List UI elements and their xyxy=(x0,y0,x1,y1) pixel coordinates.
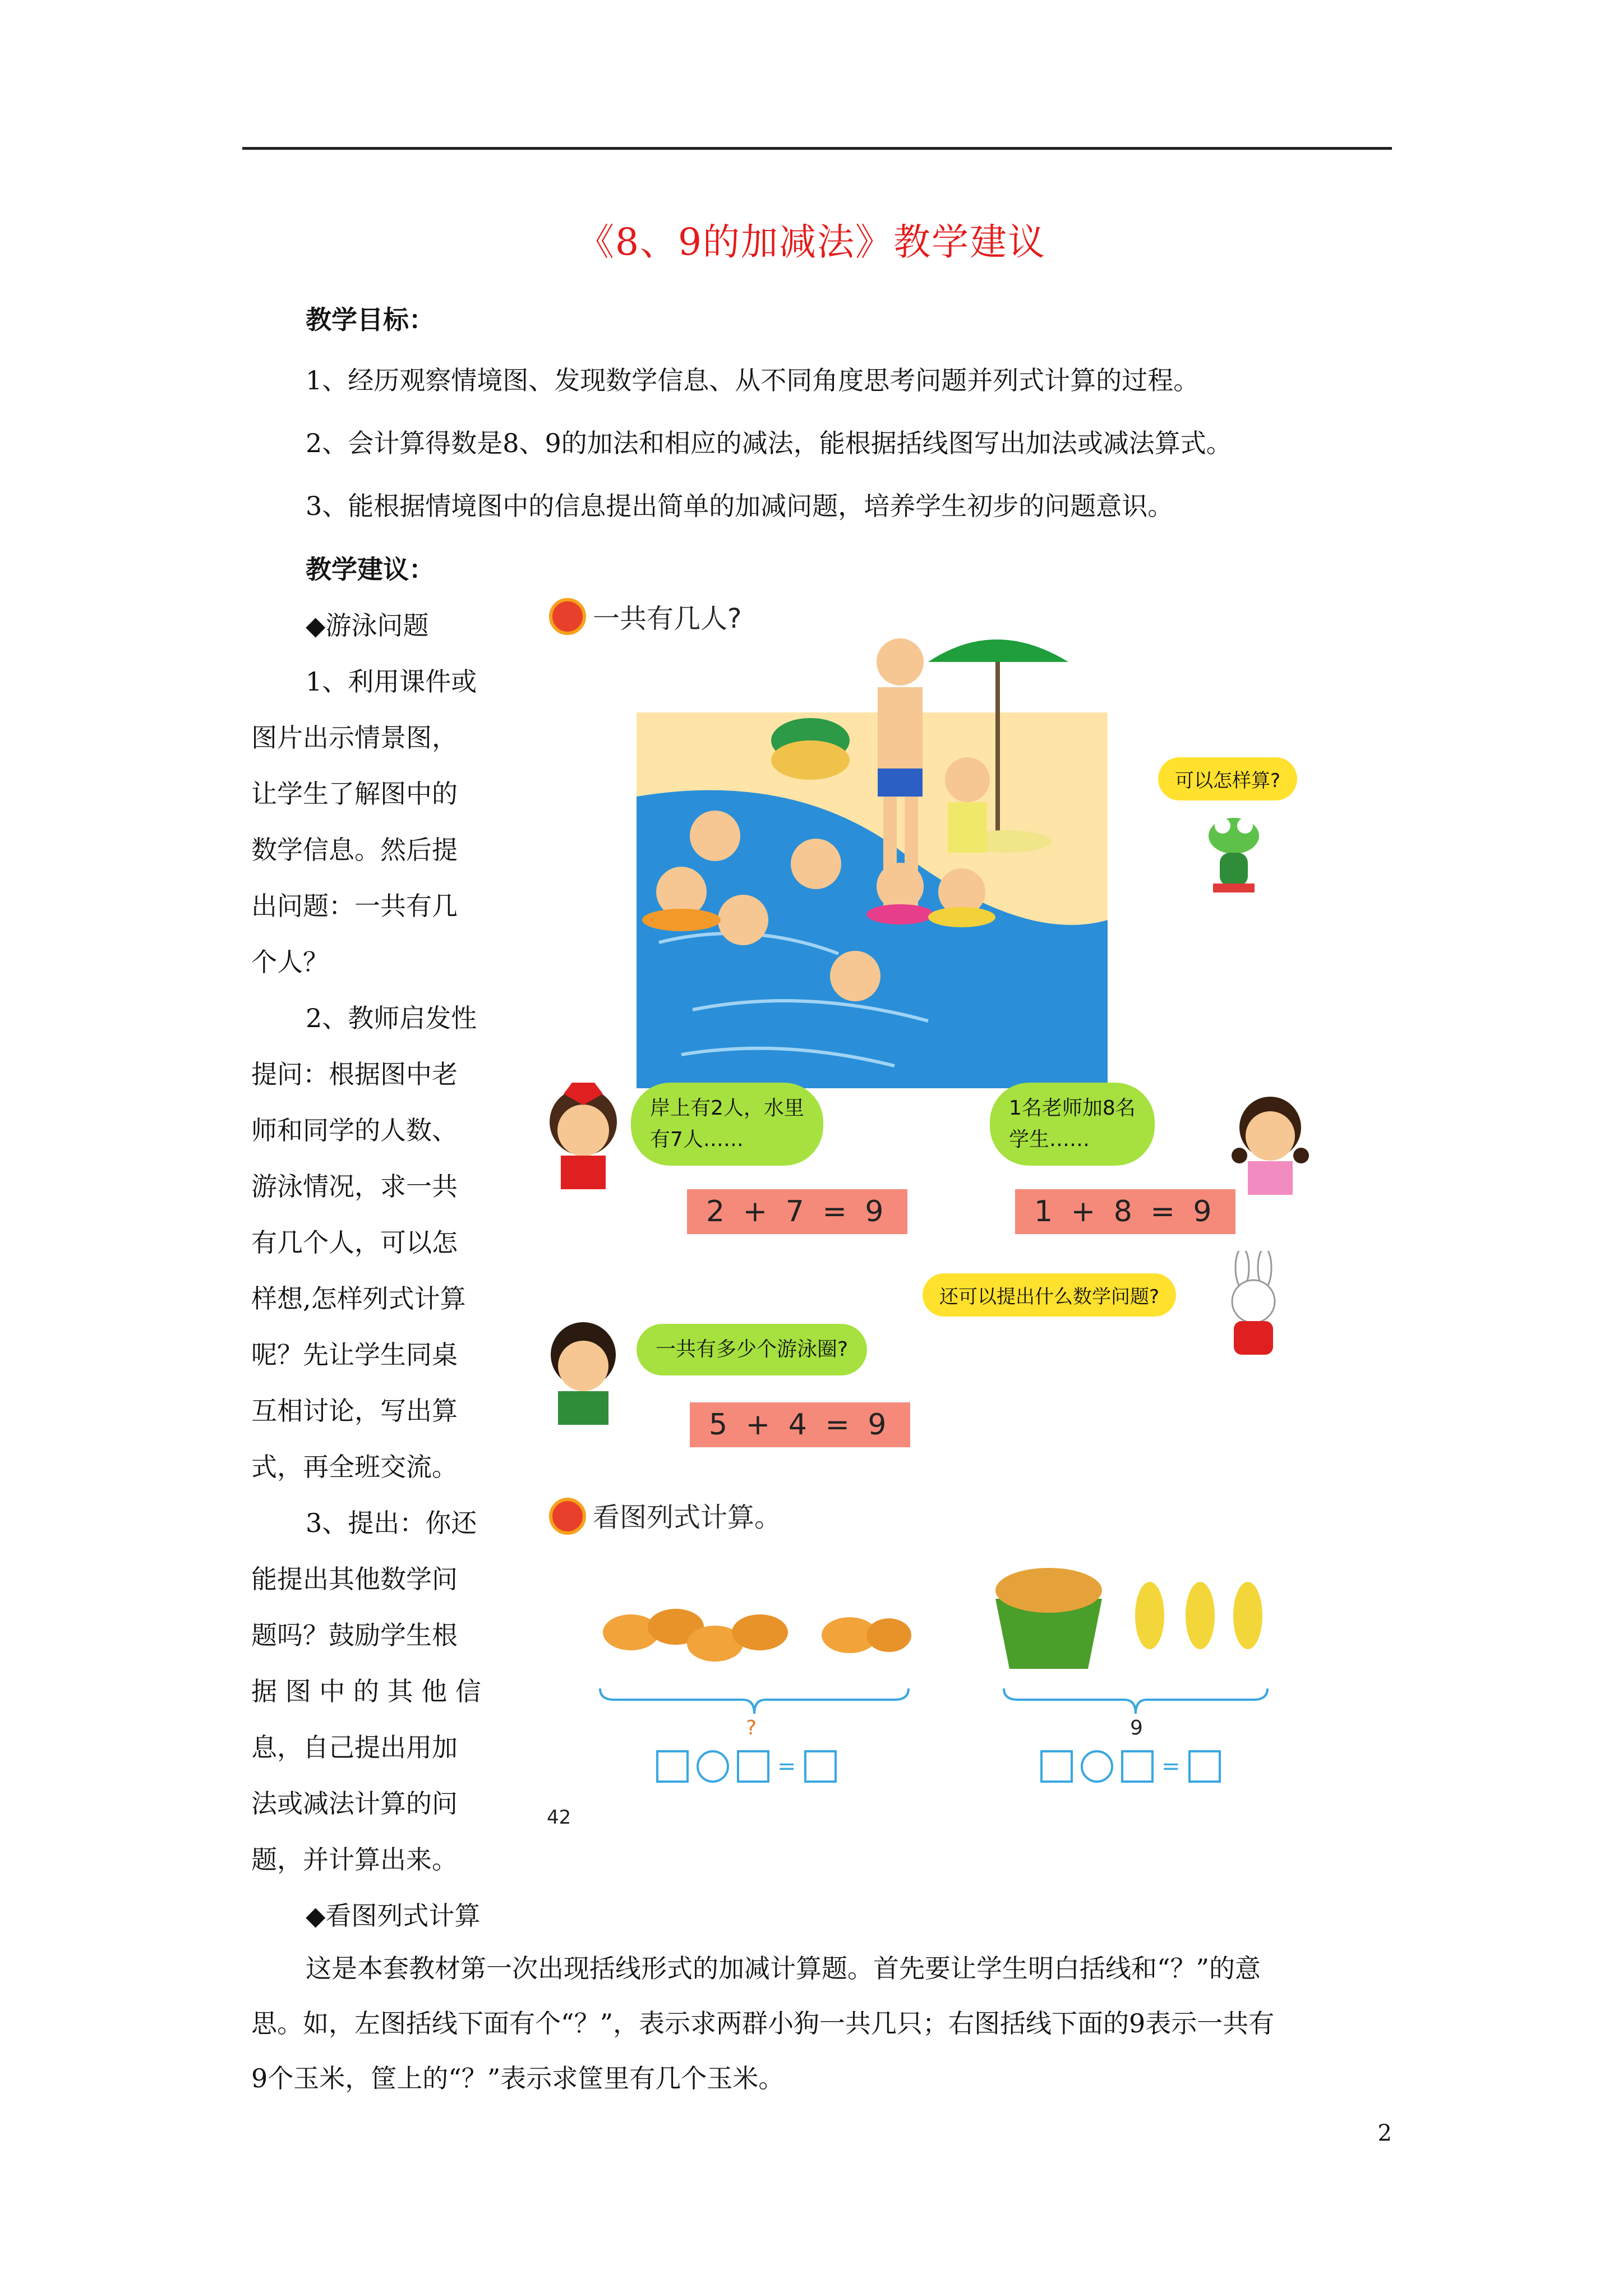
bubble-shore-water xyxy=(631,1083,823,1166)
equation-2: 1 + 8 = 9 xyxy=(1015,1189,1235,1234)
flower-icon xyxy=(549,598,586,635)
answer-boxes-right xyxy=(1040,1750,1221,1783)
goal-2: 2、会计算得数是8、9的加法和相应的减法，能根据括线图写出加法或减法算式。 xyxy=(306,428,1232,458)
column-line: 题吗？鼓励学生根 xyxy=(251,1620,458,1650)
column-line: 有几个人，可以怎 xyxy=(251,1227,458,1258)
frog-icon xyxy=(1203,813,1265,898)
swimming-scene xyxy=(637,628,1108,1088)
column-line: 式，再全班交流。 xyxy=(251,1452,458,1482)
frog-bubble: 可以怎样算? xyxy=(1158,757,1297,800)
section-swimming: ◆游泳问题 xyxy=(306,610,429,641)
paragraph-line: 思。如，左图括线下面有个“？”，表示求两群小狗一共几只；右图括线下面的9表示一共有 xyxy=(251,2008,1275,2039)
blank-operator[interactable] xyxy=(697,1750,729,1783)
bottom-paragraph xyxy=(251,1941,1395,2106)
advice-heading: 教学建议： xyxy=(306,554,435,585)
boy-icon xyxy=(541,1313,625,1425)
page-number: 2 xyxy=(1377,2120,1392,2146)
goals-heading: 教学目标： xyxy=(306,305,435,335)
column-line: 师和同学的人数、 xyxy=(251,1115,458,1145)
bubble-line: 学生…… xyxy=(1009,1128,1090,1151)
column-line: 个人？ xyxy=(251,947,329,977)
equation-3: 5 + 4 = 9 xyxy=(690,1402,910,1447)
rabbit-icon xyxy=(1220,1251,1287,1358)
header-rule xyxy=(242,147,1392,150)
girl-icon xyxy=(541,1077,625,1189)
goal-3: 3、能根据情境图中的信息提出简单的加减问题，培养学生初步的问题意识。 xyxy=(306,491,1174,521)
equation-1: 2 + 7 = 9 xyxy=(687,1189,907,1234)
bracket-left xyxy=(597,1686,911,1719)
column-line: 让学生了解图中的 xyxy=(251,779,458,809)
blank-box[interactable] xyxy=(1040,1750,1073,1783)
column-line: 游泳情况，求一共 xyxy=(251,1171,458,1202)
corn-basket-image xyxy=(990,1537,1270,1672)
column-line: 样想,怎样列式计算 xyxy=(251,1283,466,1314)
column-line: 数学信息。然后提 xyxy=(251,835,458,865)
blank-box[interactable] xyxy=(656,1750,689,1783)
column-line: 1、利用课件或 xyxy=(306,666,477,697)
equals-sign: = xyxy=(777,1754,796,1779)
book-page-number: 42 xyxy=(547,1806,571,1829)
question-mark-label: ? xyxy=(746,1717,757,1740)
blank-operator[interactable] xyxy=(1081,1750,1113,1783)
paragraph-line: 9个玉米，筐上的“？”表示求筐里有几个玉米。 xyxy=(251,2063,785,2093)
rabbit-bubble: 还可以提出什么数学问题? xyxy=(923,1273,1176,1317)
section-picture-equation: ◆看图列式计算 xyxy=(306,1901,481,1931)
answer-boxes-left xyxy=(656,1750,837,1783)
column-line: 互相讨论，写出算 xyxy=(251,1396,458,1426)
blank-box[interactable] xyxy=(1188,1750,1221,1783)
total-nine-label: 9 xyxy=(1130,1717,1143,1740)
blank-box[interactable] xyxy=(804,1750,837,1783)
blank-box[interactable] xyxy=(1121,1750,1154,1783)
bubble-line: 岸上有2人，水里 xyxy=(650,1097,804,1120)
bracket-right xyxy=(1001,1686,1270,1719)
paragraph-line: 这是本套教材第一次出现括线形式的加减计算题。首先要让学生明白括线和“？”的意 xyxy=(306,1953,1261,1984)
page-title: 《8、9的加减法》教学建议 xyxy=(577,220,1046,264)
column-line: 据 图 中 的 其 他 信 xyxy=(251,1676,481,1706)
column-line: 呢？先让学生同桌 xyxy=(251,1340,458,1370)
figure-heading-1: 一共有几人? xyxy=(593,603,742,634)
bubble-line: 1名老师加8名 xyxy=(1009,1097,1136,1120)
column-line: 能提出其他数学问 xyxy=(251,1564,458,1594)
blank-box[interactable] xyxy=(737,1750,769,1783)
column-line: 2、教师启发性 xyxy=(306,1003,477,1033)
advice-column xyxy=(251,597,492,1944)
bubble-teacher-students xyxy=(990,1083,1155,1166)
column-line: 图片出示情景图， xyxy=(251,723,458,753)
puppies-image xyxy=(597,1588,911,1677)
figure-heading-2: 看图列式计算。 xyxy=(593,1502,782,1533)
textbook-figure xyxy=(541,583,1315,1840)
goal-1: 1、经历观察情境图、发现数学信息、从不同角度思考问题并列式计算的过程。 xyxy=(306,365,1200,395)
flower-icon xyxy=(549,1498,586,1535)
column-line: 题，并计算出来。 xyxy=(251,1844,458,1875)
column-line: 息，自己提出用加 xyxy=(251,1732,458,1763)
column-line: 法或减法计算的问 xyxy=(251,1788,458,1819)
column-line: 出问题：一共有几 xyxy=(251,891,458,921)
column-line: 提问：根据图中老 xyxy=(251,1059,458,1089)
column-line: 3、提出：你还 xyxy=(306,1508,477,1538)
bubble-line: 有7人…… xyxy=(650,1128,744,1151)
equals-sign: = xyxy=(1161,1754,1181,1779)
bubble-swim-rings: 一共有多少个游泳圈? xyxy=(637,1324,867,1375)
girl-pigtails-icon xyxy=(1231,1088,1310,1200)
